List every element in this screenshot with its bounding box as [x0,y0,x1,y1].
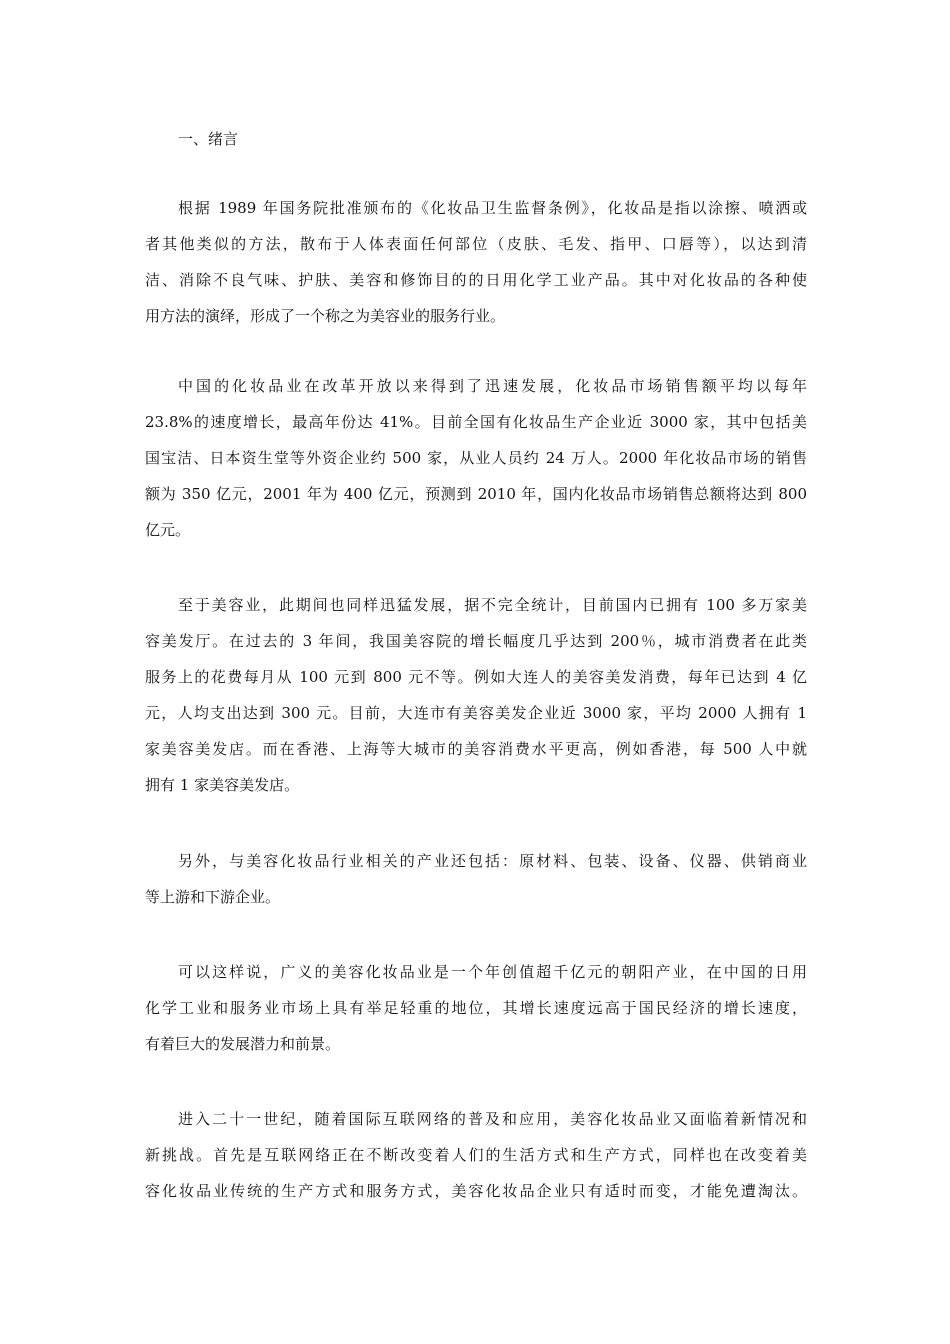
paragraph-line: 可以这样说，广义的美容化妆品业是一个年创值超千亿元的朝阳产业，在中国的日用 [178,963,807,981]
paragraph-line: 容美发厅。在过去的 3 年间，我国美容院的增长幅度几乎达到 200％，城市消费者在此类 [145,632,807,650]
paragraph-line: 有着巨大的发展潜力和前景。 [145,1035,341,1053]
paragraph-line: 至于美容业，此期间也同样迅猛发展，据不完全统计，目前国内已拥有 100 多万家美 [178,596,807,614]
paragraph-line: 国宝洁、日本资生堂等外资企业约 500 家，从业人员约 24 万人。2000 年化妆品市场的销售 [145,449,807,467]
paragraph-line: 23.8%的速度增长，最高年份达 41%。目前全国有化妆品生产企业近 3000 家，其中包括美 [145,413,807,431]
paragraph-line: 拥有 1 家美容美发店。 [145,776,300,794]
paragraph-cosmetics-market [145,368,807,548]
paragraph-related-industries [145,843,807,915]
paragraph-line: 容化妆品业传统的生产方式和服务方式，美容化妆品企业只有适时而变，才能免遭淘汰。 [145,1182,807,1200]
paragraph-line: 根据 1989 年国务院批准颁布的《化妆品卫生监督条例》，化妆品是指以涂擦、喷洒或 [178,199,807,217]
paragraph-internet-challenges [145,1101,807,1209]
paragraph-line: 用方法的演绎，形成了一个称之为美容业的服务行业。 [145,307,506,325]
paragraph-line: 等上游和下游企业。 [145,888,281,906]
paragraph-line: 中国的化妆品业在改革开放以来得到了迅速发展，化妆品市场销售额平均以每年 [178,377,807,395]
paragraph-line: 进入二十一世纪，随着国际互联网络的普及和应用，美容化妆品业又面临着新情况和 [178,1110,807,1128]
paragraph-line: 另外，与美容化妆品行业相关的产业还包括：原材料、包装、设备、仪器、供销商业 [178,852,807,870]
paragraph-line: 新挑战。首先是互联网络正在不断改变着人们的生活方式和生产方式，同样也在改变着美 [145,1146,807,1164]
paragraph-sunrise-industry [145,954,807,1062]
paragraph-beauty-industry [145,587,807,803]
paragraph-line: 化学工业和服务业市场上具有举足轻重的地位，其增长速度远高于国民经济的增长速度， [145,999,807,1017]
section-heading: 一、绪言 [178,130,239,148]
paragraph-line: 元，人均支出达到 300 元。目前，大连市有美容美发企业近 3000 家，平均 2000 人拥有 1 [145,704,807,722]
paragraph-line: 洁、消除不良气味、护肤、美容和修饰目的的日用化学工业产品。其中对化妆品的各种使 [145,271,807,289]
paragraph-line: 服务上的花费每月从 100 元到 800 元不等。例如大连人的美容美发消费，每年已达到 4 亿 [145,668,807,686]
paragraph-line: 者其他类似的方法，散布于人体表面任何部位（皮肤、毛发、指甲、口唇等），以达到清 [145,235,807,253]
paragraph-regulation-definition [145,190,807,334]
paragraph-line: 额为 350 亿元，2001 年为 400 亿元，预测到 2010 年，国内化妆品市场销售总额将达到 800 [145,485,807,503]
paragraph-line: 家美容美发店。而在香港、上海等大城市的美容消费水平更高，例如香港，每 500 人中就 [145,740,807,758]
paragraph-line: 亿元。 [145,521,191,539]
